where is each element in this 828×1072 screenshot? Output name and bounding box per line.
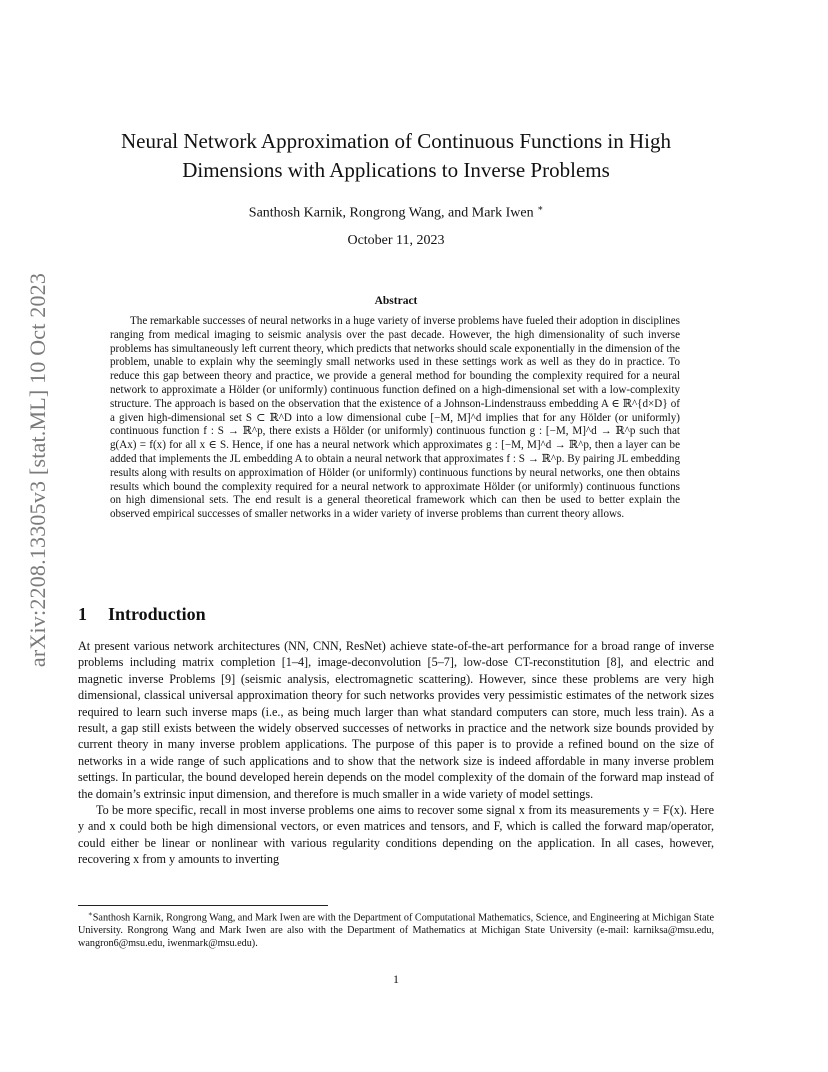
author-list (80, 203, 712, 222)
title-line-1: Neural Network Approximation of Continuous Functions in High (120, 129, 672, 153)
footnote-mark: ∗ (88, 910, 93, 918)
author-names: Santhosh Karnik, Rongrong Wang, and Mark Iwen (248, 205, 534, 221)
section-title: Introduction (108, 604, 206, 624)
footnote-text: Santhosh Karnik, Rongrong Wang, and Mark Iwen are with the Department of Computational Mathematics, Science, and Engineering at Michigan State University. Rongrong Wang and Mark Iwen are also with the Department of Mathematics at Michigan State University (e-mail: karniksa@msu.edu, wangron6@msu.edu, iwenmark@msu.edu). (78, 912, 714, 949)
author-footnote-mark[interactable]: ∗ (537, 203, 544, 213)
footnote (78, 908, 714, 951)
footnote-divider (78, 905, 328, 906)
intro-paragraph-2: To be more specific, recall in most inverse problems one aims to recover some signal x from its measurements y = F(x). Here y and x could both be high dimensional vectors, or even matrices and tensors, and F, which is called the forward map/operator, could either be linear or nonlinear with various regularity conditions depending on the application. In all cases, however, recovering x from y amounts to inverting (78, 803, 714, 867)
abstract-body (110, 315, 680, 522)
section-number: 1 (78, 604, 87, 624)
abstract-text: The remarkable successes of neural networks in a huge variety of inverse problems have fueled their adoption in disciplines ranging from medical imaging to seismic analysis over the past decade. However, the high dimensionality of such inverse problems has simultaneously left current theory, which predicts that networks should scale exponentially in the dimension of the problem, unable to explain why the seemingly small networks used in these settings work as well as they do in practice. To reduce this gap between theory and practice, we provide a general method for bounding the complexity required for a neural network to approximate a Hölder (or uniformly) continuous function defined on a high-dimensional set with a low-complexity structure. The approach is based on the observation that the existence of a Johnson-Lindenstrauss embedding A ∈ ℝ^{d×D} of a given high-dimensional set S ⊂ ℝ^D into a low dimensional cube [−M, M]^d implies that for any Hölder (or uniformly) continuous function f : S → ℝ^p, there exists a Hölder (or uniformly) continuous function g : [−M, M]^d → ℝ^p such that g(Ax) = f(x) for all x ∈ S. Hence, if one has a neural network which approximates g : [−M, M]^d → ℝ^p, then a layer can be added that implements the JL embedding A to obtain a neural network that approximates f : S → ℝ^p. By pairing JL embedding results along with results on approximation of Hölder (or uniformly) continuous functions by neural networks, one then obtains results which bound the complexity required for a neural network to approximate Hölder (or uniformly) continuous functions on high dimensional sets. The end result is a general theoretical framework which can then be used to better explain the observed empirical successes of smaller networks in a wider variety of inverse problems than current theory allows. (110, 315, 680, 521)
arxiv-stamp: arXiv:2208.13305v3 [stat.ML] 10 Oct 2023 (25, 272, 50, 668)
paper-date: October 11, 2023 (347, 233, 445, 248)
section-heading (78, 604, 206, 625)
paper-title (80, 127, 712, 185)
title-line-2: Dimensions with Applications to Inverse Problems (182, 158, 610, 182)
page-number: 1 (393, 972, 399, 986)
introduction-body (78, 638, 714, 868)
abstract-heading: Abstract (374, 295, 418, 307)
intro-paragraph-1: At present various network architectures (NN, CNN, ResNet) achieve state-of-the-art performance for a broad range of inverse problems including matrix completion [1–4], image-deconvolution [5–7], low-dose CT-reconstitution [8], and electric and magnetic inverse Problems [9] (seismic analysis, electromagnetic scattering). However, since these problems are very high dimensional, classical universal approximation theory for such networks provides very pessimistic estimates of the network sizes required to learn such inverse maps (i.e., as being much larger than what standard computers can store, much less train). As a result, a gap still exists between the widely observed successes of networks in practice and the network size bounds provided by current theory in many inverse problem applications. The purpose of this paper is to provide a refined bound on the size of networks in a wide range of such applications and to show that the network size is indeed affordable in many inverse problem settings. In particular, the bound developed herein depends on the model complexity of the domain of the forward map instead of the domain’s extrinsic input dimension, and therefore is much smaller in a wide variety of model settings. (78, 639, 714, 801)
